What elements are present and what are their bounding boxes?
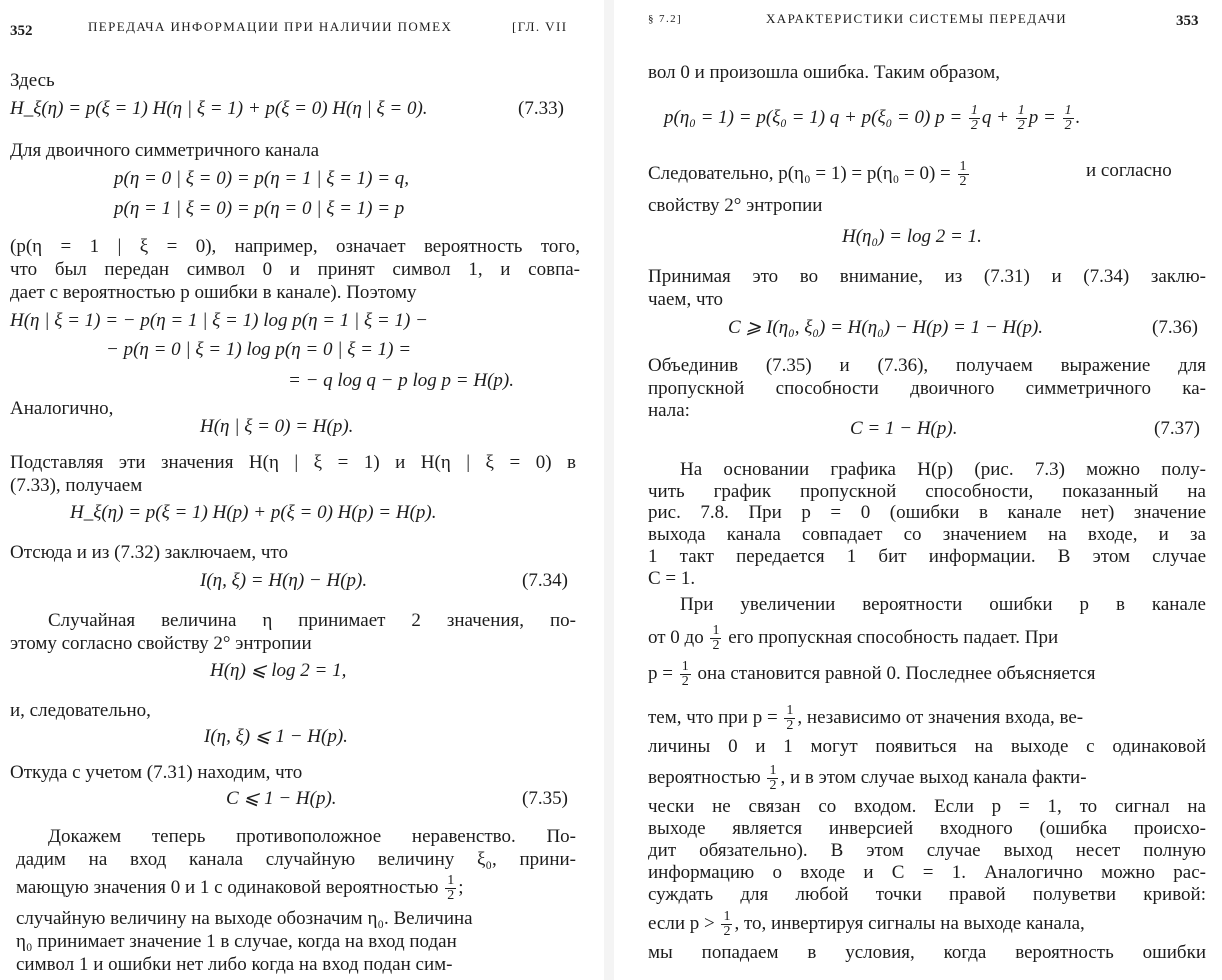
text-line: личины 0 и 1 могут появиться на выходе с одинаковой — [648, 736, 1206, 757]
fraction-numerator: 1 — [447, 873, 455, 888]
right-section-ref: § 7.2] — [648, 13, 683, 25]
text-line: дит обязательно). В этом случае выход несет полную — [648, 840, 1206, 861]
text-line: C = 1. — [648, 568, 696, 589]
text-line: свойству 2° энтропии — [648, 195, 823, 216]
fraction-numerator: 1 — [959, 159, 967, 174]
text-line: дает с вероятностью p ошибки в канале). Поэтому — [10, 282, 417, 303]
text-line: суждать для любой точки правой полуветви кривой: — [648, 884, 1206, 905]
equation: C = 1 − H(p). — [850, 418, 958, 439]
fraction-one-half — [767, 764, 778, 793]
fraction-one-half — [1016, 104, 1027, 133]
fraction-denominator: 2 — [447, 888, 455, 903]
fraction-denominator: 2 — [786, 718, 794, 733]
text-line: чески не связан со входом. Если p = 1, то сигнал на — [648, 796, 1206, 817]
equation: H(η) ⩽ log 2 = 1, — [210, 660, 347, 681]
equation: = − q log q − p log p = H(p). — [288, 370, 514, 391]
text-line — [16, 874, 464, 903]
text-fragment: она становится равной 0. Последнее объясняется — [697, 662, 1096, 684]
text-line — [648, 910, 1085, 939]
text-line: рис. 7.8. При p = 0 (ошибки в канале нет) значение — [648, 502, 1206, 523]
text-line: символ 1 и ошибки нет либо когда на вход подан сим- — [16, 954, 453, 975]
text-fragment: Следовательно, p(η₀ = 1) = p(η₀ = 0) = — [648, 162, 951, 184]
equation-fragment: q + — [981, 106, 1009, 128]
equation: p(η = 1 | ξ = 0) = p(η = 0 | ξ = 1) = p — [114, 198, 405, 219]
text-line: Для двоичного симметричного канала — [10, 140, 320, 161]
fraction-numerator: 1 — [1017, 103, 1025, 118]
text-line: что был передан символ 0 и принят символ 1, и совпа- — [10, 259, 580, 280]
fraction-one-half — [721, 910, 732, 939]
equation-number: (7.33) — [518, 98, 564, 119]
right-running-title: ХАРАКТЕРИСТИКИ СИСТЕМЫ ПЕРЕДАЧИ — [766, 11, 1067, 26]
equation: H(η₀) = log 2 = 1. — [842, 226, 982, 247]
equation: H(η | ξ = 1) = − p(η = 1 | ξ = 1) log p(η = 1 | ξ = 1) − — [10, 310, 428, 331]
book-gutter — [604, 0, 614, 980]
fraction-denominator: 2 — [1017, 118, 1025, 133]
text-fragment: тем, что при p = — [648, 706, 778, 728]
text-line: η₀ принимает значение 1 в случае, когда на вход подан — [16, 931, 457, 952]
equation: H_ξ(η) = p(ξ = 1) H(η | ξ = 1) + p(ξ = 0) H(η | ξ = 0). — [10, 98, 428, 119]
text-line: чаем, что — [648, 289, 724, 310]
text-line — [648, 660, 1095, 689]
text-fragment: , то, инвертируя сигналы на выходе канала, — [734, 912, 1085, 934]
text-line: Принимая это во внимание, из (7.31) и (7.34) заклю- — [648, 266, 1206, 287]
right-page — [616, 0, 1222, 980]
text-fragment: , и в этом случае выход канала факти- — [780, 766, 1087, 788]
text-line — [648, 764, 1087, 793]
text-line: выхода канала совпадает со значением на входе, и за — [648, 524, 1206, 545]
text-fragment: если p > — [648, 912, 715, 934]
text-fragment: его пропускная способность падает. При — [728, 626, 1059, 648]
equation: H_ξ(η) = p(ξ = 1) H(p) + p(ξ = 0) H(p) = H(p). — [70, 502, 437, 523]
fraction-one-half — [680, 660, 691, 689]
text-line: Откуда с учетом (7.31) находим, что — [10, 762, 303, 783]
equation — [664, 104, 1080, 133]
fraction-numerator: 1 — [712, 623, 720, 638]
text-line: пропускной способности двоичного симметричного ка- — [648, 378, 1206, 399]
text-fragment: вероятностью — [648, 766, 761, 788]
fraction-denominator: 2 — [959, 174, 967, 189]
text-line: мы попадаем в условия, когда вероятность ошибки — [648, 942, 1206, 963]
text-line — [648, 704, 1083, 733]
text-fragment: мающую значения 0 и 1 с одинаковой вероятностью — [16, 876, 439, 898]
fraction-denominator: 2 — [970, 118, 978, 133]
fraction-numerator: 1 — [769, 763, 777, 778]
text-line: информацию о входе и C = 1. Аналогично можно рас- — [648, 862, 1206, 883]
fraction-one-half — [969, 104, 980, 133]
text-fragment: от 0 до — [648, 626, 704, 648]
equation: I(η, ξ) = H(η) − H(p). — [200, 570, 368, 591]
text-line: При увеличении вероятности ошибки p в канале — [680, 594, 1206, 615]
fraction-one-half — [710, 624, 721, 653]
text-line: (7.33), получаем — [10, 475, 143, 496]
text-line: На основании графика H(p) (рис. 7.3) можно полу- — [680, 459, 1206, 480]
text-line: Случайная величина η принимает 2 значения, по- — [48, 610, 576, 631]
left-page-number: 352 — [10, 23, 33, 39]
equation-fragment: p = — [1028, 106, 1056, 128]
text-line: (p(η = 1 | ξ = 0), например, означает вероятность того, — [10, 236, 580, 257]
equation: H(η | ξ = 0) = H(p). — [200, 416, 354, 437]
text-line — [648, 624, 1058, 653]
text-line: выходе является инверсией входного (ошибка происхо- — [648, 818, 1206, 839]
equation-number: (7.37) — [1154, 418, 1200, 439]
fraction-one-half — [1063, 104, 1074, 133]
fraction-one-half — [958, 160, 969, 189]
equation: − p(η = 0 | ξ = 1) log p(η = 0 | ξ = 1) = — [106, 339, 412, 360]
left-page — [0, 0, 600, 980]
equation: C ⩾ I(η₀, ξ₀) = H(η₀) − H(p) = 1 − H(p). — [728, 317, 1044, 338]
equation-fragment: p(η₀ = 1) = p(ξ₀ = 1) q + p(ξ₀ = 0) p = — [664, 106, 963, 128]
fraction-numerator: 1 — [723, 909, 731, 924]
text-line: случайную величину на выходе обозначим η₀. Величина — [16, 908, 473, 929]
text-fragment: ; — [458, 876, 464, 898]
fraction-numerator: 1 — [786, 703, 794, 718]
fraction-numerator: 1 — [970, 103, 978, 118]
text-line: Здесь — [10, 70, 55, 91]
fraction-one-half — [784, 704, 795, 733]
text-line: этому согласно свойству 2° энтропии — [10, 633, 312, 654]
text-line: и, следовательно, — [10, 700, 151, 721]
fraction-denominator: 2 — [1064, 118, 1072, 133]
fraction-one-half — [445, 874, 456, 903]
text-line: Подставляя эти значения H(η | ξ = 1) и H(η | ξ = 0) в — [10, 452, 576, 473]
text-line: Аналогично, — [10, 398, 114, 419]
fraction-denominator: 2 — [769, 778, 777, 793]
right-page-number: 353 — [1176, 13, 1199, 29]
equation-number: (7.36) — [1152, 317, 1198, 338]
fraction-numerator: 1 — [681, 659, 689, 674]
text-line: Докажем теперь противоположное неравенство. По- — [48, 826, 576, 847]
text-line: Отсюда и из (7.32) заключаем, что — [10, 542, 288, 563]
left-chapter-ref: [ГЛ. VII — [512, 19, 568, 34]
fraction-denominator: 2 — [712, 638, 720, 653]
text-line: Объединив (7.35) и (7.36), получаем выражение для — [648, 355, 1206, 376]
equation-number: (7.35) — [522, 788, 568, 809]
text-fragment: , независимо от значения входа, ве- — [797, 706, 1084, 728]
text-fragment: p = — [648, 662, 673, 684]
left-running-title: ПЕРЕДАЧА ИНФОРМАЦИИ ПРИ НАЛИЧИИ ПОМЕХ — [88, 19, 453, 34]
equation: p(η = 0 | ξ = 0) = p(η = 1 | ξ = 1) = q, — [114, 168, 410, 189]
text-line: 1 такт передается 1 бит информации. В этом случае — [648, 546, 1206, 567]
fraction-numerator: 1 — [1064, 103, 1072, 118]
fraction-denominator: 2 — [681, 674, 689, 689]
text-line: нала: — [648, 400, 690, 421]
equation: I(η, ξ) ⩽ 1 − H(p). — [204, 726, 348, 747]
text-line: чить график пропускной способности, показанный на — [648, 481, 1206, 502]
equation: C ⩽ 1 − H(p). — [226, 788, 337, 809]
text-fragment: и согласно — [1086, 160, 1172, 181]
equation-number: (7.34) — [522, 570, 568, 591]
equation-fragment: . — [1075, 106, 1081, 128]
fraction-denominator: 2 — [723, 924, 731, 939]
text-line — [648, 160, 971, 189]
text-line: дадим на вход канала случайную величину ξ₀, прини- — [16, 849, 576, 870]
text-line: вол 0 и произошла ошибка. Таким образом, — [648, 62, 1001, 83]
